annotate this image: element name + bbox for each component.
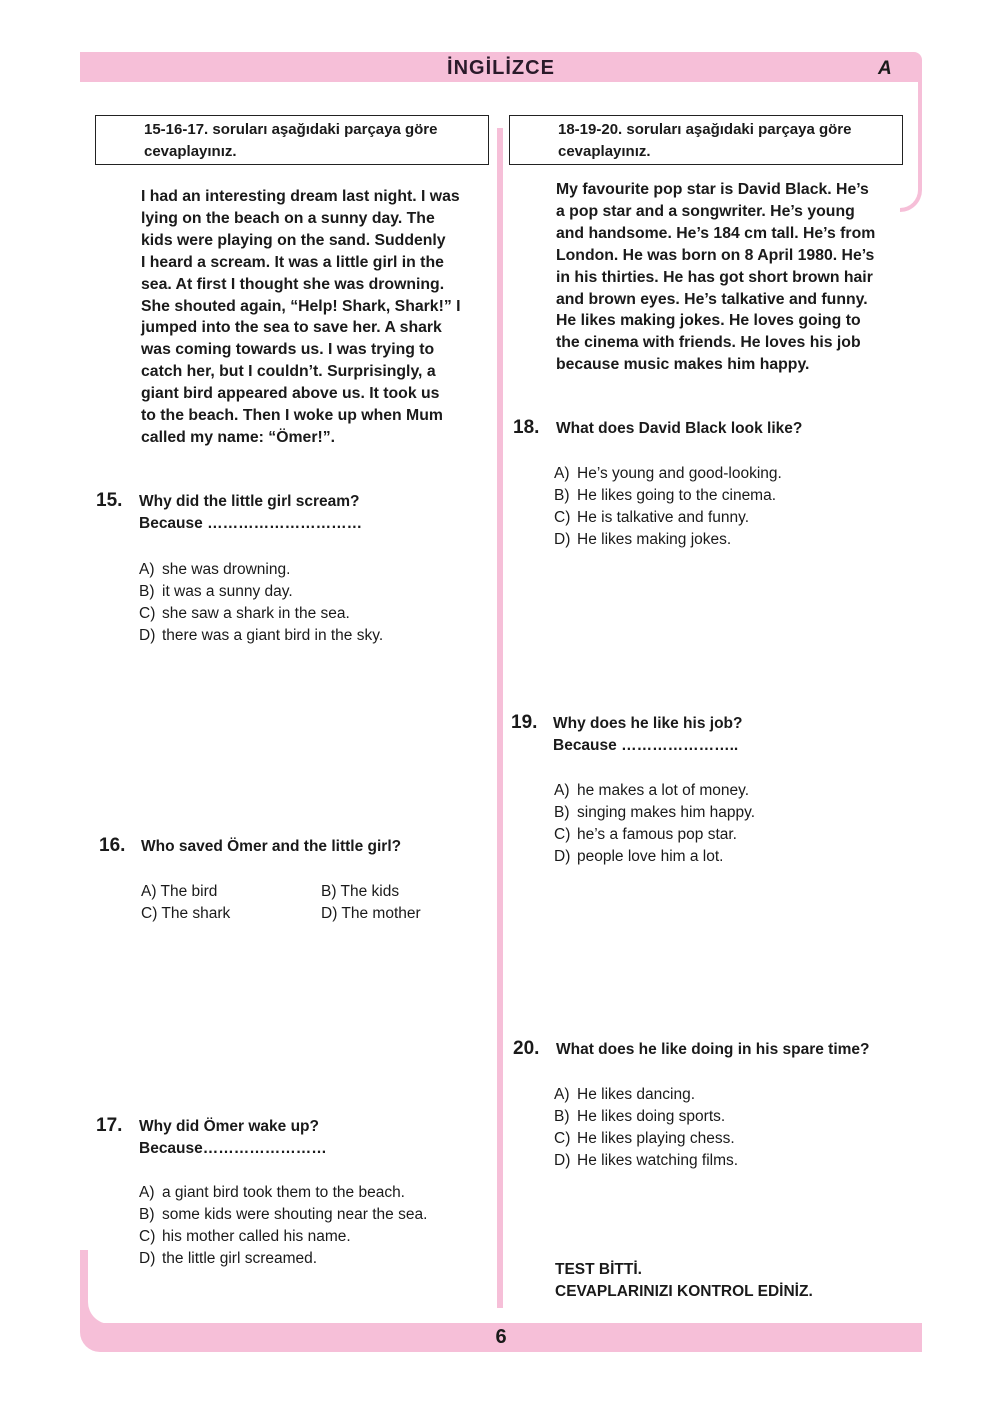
option-c[interactable]: C) his mother called his name. — [139, 1228, 351, 1245]
booklet-letter: A — [878, 58, 892, 79]
passage-line: My favourite pop star is David Black. He’s — [556, 181, 869, 198]
option-b[interactable]: B) some kids were shouting near the sea. — [139, 1206, 428, 1223]
option-a[interactable]: A) she was drowning. — [139, 561, 291, 578]
option-c[interactable]: C) He is talkative and funny. — [554, 509, 750, 526]
option-b[interactable]: B) The kids — [321, 883, 400, 900]
instruction-line: 15-16-17. soruları aşağıdaki parçaya göre — [144, 121, 438, 138]
question-16-text: Who saved Ömer and the little girl? — [141, 838, 402, 855]
right-instruction-box — [509, 115, 903, 165]
page-number: 6 — [495, 1326, 507, 1348]
option-b[interactable]: B) He likes doing sports. — [554, 1108, 726, 1125]
option-d[interactable]: D) there was a giant bird in the sky. — [139, 627, 384, 644]
right-passage — [556, 179, 906, 376]
question-stem: Why did the little girl scream? — [139, 493, 360, 510]
passage-line: giant bird appeared above us. It took us — [141, 385, 440, 403]
option-d[interactable]: D) the little girl screamed. — [139, 1250, 318, 1267]
question-17-text — [139, 1116, 489, 1160]
option-b[interactable]: B) singing makes him happy. — [554, 804, 756, 821]
passage-line: and brown eyes. He’s talkative and funny. — [556, 290, 868, 308]
passage-line: was coming towards us. I was trying to — [141, 341, 435, 359]
option-d[interactable]: D) people love him a lot. — [554, 848, 724, 865]
question-18-options — [554, 463, 782, 551]
option-b[interactable]: B) He likes going to the cinema. — [554, 487, 777, 504]
passage-line: He likes making jokes. He loves going to — [556, 312, 861, 330]
passage-line: and handsome. He’s 184 cm tall. He’s from — [556, 224, 876, 242]
passage-line: kids were playing on the sand. Suddenly — [141, 231, 446, 249]
passage-line: lying on the beach on a sunny day. The — [141, 209, 435, 227]
passage-line: jumped into the sea to save her. A shark — [141, 319, 442, 337]
passage-line: because music makes him happy. — [556, 356, 810, 374]
option-d[interactable]: D) The mother — [321, 905, 421, 922]
question-17-options — [139, 1182, 427, 1270]
passage-line: London. He was born on 8 April 1980. He’s — [556, 246, 875, 264]
question-20-text: What does he like doing in his spare time? — [556, 1041, 870, 1058]
question-19-text — [553, 713, 903, 757]
option-c[interactable]: C) The shark — [141, 905, 231, 922]
test-end-line: TEST BİTTİ. — [555, 1261, 642, 1278]
question-stem: Why did Ömer wake up? — [139, 1118, 319, 1135]
question-19-number: 19. — [511, 712, 538, 733]
question-15-text — [139, 491, 489, 535]
question-18-text: What does David Black look like? — [556, 420, 803, 437]
left-passage — [141, 186, 491, 449]
passage-line: catch her, but I couldn’t. Surprisingly, a — [141, 363, 436, 381]
passage-line: the cinema with friends. He loves his job — [556, 334, 861, 352]
passage-line: to the beach. Then I woke up when Mum — [141, 407, 443, 425]
question-17-number: 17. — [96, 1115, 123, 1136]
passage-line: a pop star and a songwriter. He’s young — [556, 202, 855, 220]
column-divider — [497, 128, 503, 1308]
subject-title: İNGİLİZCE — [447, 57, 555, 79]
check-answers-line: CEVAPLARINIZI KONTROL EDİNİZ. — [555, 1283, 813, 1300]
question-20-number: 20. — [513, 1038, 540, 1059]
instruction-line: cevaplayınız. — [144, 143, 237, 160]
option-a[interactable]: A) he makes a lot of money. — [554, 782, 750, 799]
question-15-number: 15. — [96, 490, 123, 511]
option-a[interactable]: A) He’s young and good-looking. — [554, 465, 782, 482]
option-d[interactable]: D) He likes making jokes. — [554, 531, 732, 548]
passage-line: She shouted again, “Help! Shark, Shark!” I — [141, 297, 461, 315]
instruction-line: cevaplayınız. — [558, 143, 651, 160]
option-a[interactable]: A) a giant bird took them to the beach. — [139, 1184, 405, 1201]
option-d[interactable]: D) He likes watching films. — [554, 1152, 739, 1169]
option-c[interactable]: C) she saw a shark in the sea. — [139, 605, 350, 622]
passage-line: I heard a scream. It was a little girl in the — [141, 253, 444, 271]
option-c[interactable]: C) he’s a famous pop star. — [554, 826, 737, 843]
option-a[interactable]: A) He likes dancing. — [554, 1086, 696, 1103]
question-stem-continuation: Because ………………………… — [139, 515, 363, 532]
question-stem: Why does he like his job? — [553, 715, 743, 732]
option-c[interactable]: C) He likes playing chess. — [554, 1130, 735, 1147]
passage-line: in his thirties. He has got short brown hair — [556, 268, 873, 286]
question-20-options — [554, 1084, 738, 1172]
test-end-note — [555, 1259, 813, 1303]
question-19-options — [554, 780, 755, 868]
question-16-number: 16. — [99, 835, 126, 856]
passage-line: called my name: “Ömer!”. — [141, 428, 336, 446]
passage-line: sea. At first I thought she was drowning. — [141, 275, 445, 293]
question-stem-continuation: Because…………………… — [139, 1140, 327, 1157]
option-a[interactable]: A) The bird — [141, 883, 218, 900]
question-stem-continuation: Because ………………….. — [553, 737, 739, 754]
question-18-number: 18. — [513, 417, 540, 438]
option-b[interactable]: B) it was a sunny day. — [139, 583, 293, 600]
question-15-options — [139, 559, 383, 647]
passage-line: I had an interesting dream last night. I was — [141, 188, 460, 205]
instruction-line: 18-19-20. soruları aşağıdaki parçaya göre — [558, 121, 852, 138]
left-instruction-box — [95, 115, 489, 165]
